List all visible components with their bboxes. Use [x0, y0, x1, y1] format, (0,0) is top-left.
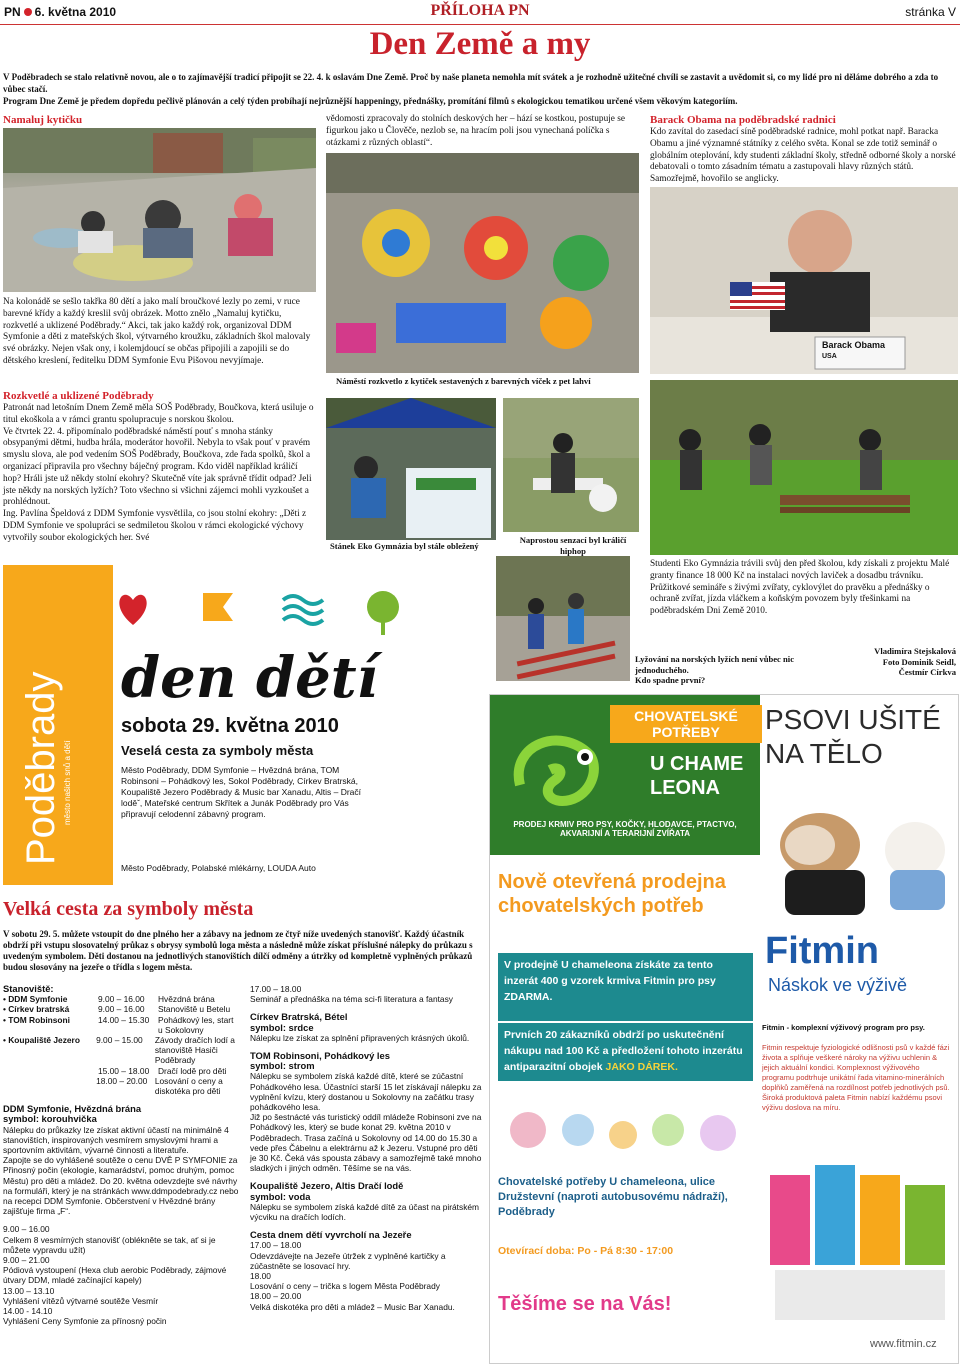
- fitmin-head: Fitmin - komplexní výživový program pro psy.: [762, 1023, 925, 1032]
- col2-intro: 17.00 – 18.00 Seminář a přednáška na téma sci-fi literatura a fantasy: [250, 984, 453, 1005]
- page-title: Den Země a my: [369, 26, 591, 62]
- schedule-row: 18.00 – 20.00 Losování o ceny a diskotéka pro děti: [96, 1075, 223, 1097]
- heading-rozkvetle: Rozkvetlé a uklizené Poděbrady: [3, 390, 154, 402]
- schedule-row: • TOM Robinsoni 14.00 – 15.30 Pohádkový les, start u Sokolovny: [3, 1014, 234, 1035]
- fitmin-text: Fitmin respektuje fyziologické odlišnosti psů v každé fázi života a splňuje veškeré nároky na výživu uchlenin & jejich aktuální kondici. Komplexnost výživového programu podtrhuje unikátní řada vitamino-minerálních doplňků zaměřená na rozdílnost potřeb jednotlivých psů. Široká produktová paleta Fitmin nabízí každému psovi výživu doslova na míru.: [762, 1043, 950, 1112]
- cb-text: Nálepku lze získat za splnění připravených krásných úkolů.: [250, 1032, 470, 1043]
- photo-benches: [650, 380, 958, 555]
- schedule-col2: [250, 984, 482, 1312]
- page-number: stránka V: [905, 5, 956, 19]
- cesta-text: 17.00 – 18.00 Odevzdávejte na Jezeře útržek z vyplněné kartičky a zúčastněte se losovací hry. 18.00 Losování o ceny – trička s logem Města Poděbrady 18.00 – 20.00 Velká diskotéka pro děti a mládež – Music Bar Xanadu.: [250, 1240, 455, 1312]
- schedule-row: • DDM Symfonie 9.00 – 16.00 Hvězdná brána: [3, 994, 215, 1005]
- tom-text: Nálepku se symbolem získá každé dítě, které se zúčastní Pohádkového lesa. Účastníci starší 15 let získávají nálepku za vyplnění kvízu, který dostanou u Sokolovny na začátku trasy pohádkového lesa. Již po šestnácté vás turistický oddíl mládeže Robinsoni zve na Pohádkový les, který se bude konat 29. května 2010 v Poděbradech. Trasa začíná u Sokolovny od 14.00 do 15.30 a vede přes Čábelnu a elektrárnu až k Jezeru. Vstupné pro děti je 30 Kč. Čeká vás spousta zábavy a samozřejmě také mnoho sladkých i jiných odměn. Těšíme se na vás.: [250, 1071, 482, 1174]
- schedule-row: • Koupaliště Jezero 9.00 – 15.00 Závody dračích lodí a stanoviště Hasiči Poděbrady: [3, 1035, 235, 1066]
- credits: [820, 646, 956, 678]
- heading-obama: Barack Obama na poděbradské radnici: [650, 114, 836, 126]
- schedule-list: [3, 984, 243, 1327]
- ddm-text: Nálepku do průkazky lze získat aktivní účastí na minimálně 4 stanovištích, inspirovaných vesmírem smyslovými hrami a sportovním aktivitám, vývarné činnosti a literatuře. Zapojte se do vyhlášené soutěže o cenu DVĚ P SYMFONIE za Přinosný počin (ekologie, kamarádství, pomoc druhým, pomoc Městu) pro děti a mládež. Do 20. května odevzdejte své návrhy na formuláři, který je na stránkách www.ddmpodebrady.cz nebo na recepci DDM Symfonie. Občerstvení v Hvězdné brány zajišťuje firma „F“.: [3, 1124, 239, 1217]
- ad-brand-line2: LEONA: [650, 777, 720, 799]
- ad-psovi: PSOVI UŠITÉ NA TĚLO: [765, 704, 941, 769]
- poster-symbols: [113, 585, 473, 645]
- dog-icon: [760, 775, 955, 925]
- flag-icon: [203, 593, 233, 621]
- lead-paragraph: V Poděbradech se stalo relativně novou, ale o to zajímavější tradicí připojit se 22. 4. k oslavám Dne Země. Proč by naše planeta nemohla mít svátek a je rozhodně užitečné chvíli se zastavit a uvědomit si, co my lidé pro ni děláme dobrého a zda to vůbec stačí. Program Dne Země je předem dopředu pečlivě plánován a celý týden probíhají nejrůznější happeningy, přednášky, promítání filmů s ekologickou tematikou určené všem věkovým kategoriím.: [3, 72, 939, 106]
- altis-text: Nálepku se symbolem získá každé dítě za účast na pirátském výcviku na dračích lodích.: [250, 1201, 480, 1223]
- poster-brand: Poděbrady: [19, 671, 63, 865]
- ad-address: Chovatelské potřeby U chameleona, ulice Družstevní (naproti autobusovému nádraží), Poděbrady: [498, 1176, 728, 1218]
- photo-obama-seminar: [650, 187, 958, 374]
- ad-welcome: Těšíme se na Vás!: [498, 1293, 672, 1315]
- tree-icon: [367, 591, 399, 623]
- chameleon-icon: [500, 715, 610, 825]
- nameplate-name: Barack Obama: [822, 340, 886, 350]
- ad-store-tag: PRODEJ KRMIV PRO PSY, KOČKY, HLODAVCE, PTACTVO, AKVARIJNÍ A TERARIJNÍ ZVÍŘATA: [513, 820, 737, 838]
- heart-icon: [119, 595, 146, 625]
- heading-velka-cesta: Velká cesta za symboly města: [3, 898, 254, 920]
- photo-rabbit-hop: [503, 398, 639, 532]
- altis-heading: Koupaliště Jezero, Altis Dračí lodě symbol: voda: [250, 1180, 404, 1202]
- poster-den-deti: [3, 565, 480, 885]
- poster-orgs: Město Poděbrady, DDM Symfonie – Hvězdná brána, TOM Robinsoni – Pohádkový les, Sokol Poděbrady, Církev Bratrská, Koupaliště Jezero Poděbrady & Music bar Xanadu, Altis – Dračí loděˇ, Mateřské centrum Skřítek a Junák Poděbrady pro Vás připravují celodenní zábavný program.: [121, 765, 362, 819]
- caption-square: Náměstí rozkvetlo z kytiček sestavených z barevných víček z pet lahví: [336, 376, 591, 386]
- ad-offer1: V prodejně U chameleona získáte za tento inzerát 400 g vzorek krmiva Fitmin pro psy ZDARMA.: [498, 953, 753, 1021]
- article-obama-text: Kdo zavítal do zasedací síně poděbradské radnice, mohl potkat např. Baracka Obamu a jiné významné státníky z celého světa. Konal se zde totiž seminář o globálním oteplování, kdy studenti základní školy, středně odborné školy a norské debatovali o tomto zásadním tématu a zastupovali hlavy různých států. Samozřejmě, hovořilo se anglicky.: [650, 127, 956, 185]
- page-header: [0, 0, 960, 25]
- fitmin-logo-area: [760, 925, 958, 1005]
- photo-eco-stand: [326, 398, 496, 540]
- tom-heading: TOM Robinsoni, Pohádkový les symbol: strom: [250, 1050, 390, 1072]
- photo-flower-caps: [326, 153, 639, 373]
- schedule-heading: Stanoviště:: [3, 983, 54, 994]
- caption-ski: Lyžování na norských lyžích není vůbec nic jednoduchého. Kdo spadne první?: [635, 654, 795, 685]
- advertisement-chameleon: [489, 694, 959, 1364]
- article-velka-cesta-text: V sobotu 29. 5. můžete vstoupit do dne plného her a zábavy na jednom ze čtyř níže uvedených stanovišť. Každý účastník obdrží při vstupu slosovatelný průkaz s obrysy symbolů loga města a následně může získat příslušné nálepky do průkazu s uvedeným symbolem. Děti dostanou na jednotlivých stanovištích dílčí odměny a útržky od kompletně vyplněných průkazů budou slosovány na jezeře o třídla s logem města.: [3, 929, 473, 972]
- poster-headline: den dětí: [121, 645, 378, 711]
- photo-chalk-drawing: [3, 128, 316, 292]
- caption-hop: Naprostou senzací byl králičí hiphop: [519, 535, 627, 556]
- poster-brand-sub: město našich snů a dětí: [63, 740, 72, 825]
- poster-subtitle: Veselá cesta za symboly města: [121, 743, 314, 758]
- ddm-program: 9.00 – 16.00 Celkem 8 vesmírných stanovišť (oblékněte se tak, ať si je můžete vypravdu užít) 9.00 – 21.00 Pódiová vystoupení (Hexa club aerobic Poděbrady, zájmové útvary DDM, mladé začínající kapely) 13.00 – 13.10 Vyhlášení vítězů výtvarné soutěže Vesmír 14.00 - 14.10 Vyhlášení Ceny Symfonie za přínosný počin: [3, 1224, 227, 1327]
- fitmin-claim: Náskok ve výživě: [768, 975, 908, 995]
- ad-offer2: Prvních 20 zákazníků obdrží po uskutečnění nákupu nad 100 Kč a předložení tohoto inzerátu antiparazitní obojek JAKO DÁREK.: [498, 1023, 753, 1081]
- poster-date: sobota 29. května 2010: [121, 715, 339, 737]
- ddm-heading: DDM Symfonie, Hvězdná brána symbol: korouhvička: [3, 1103, 142, 1125]
- supplement-label: PŘÍLOHA PN: [430, 2, 530, 19]
- animals-illustration: [498, 1095, 753, 1155]
- article-rozkvetle-continued: vědomosti zpracovaly do stolních deskových her – hází se kostkou, postupuje se figurkou jako u Člověče, nezlob se, na hracím poli jsou vynechaná políčka s otázkami z různých oblastí“.: [326, 114, 625, 148]
- nameplate-country: USA: [822, 353, 837, 360]
- ad-opened: Nově otevřená prodejna chovatelských potřeb: [498, 871, 726, 917]
- cb-heading: Církev Bratrská, Bétel symbol: srdce: [250, 1011, 348, 1033]
- credit-photo-2: Čestmír Církva: [898, 667, 956, 677]
- credit-photo-1: Foto Dominik Seidl,: [882, 656, 956, 667]
- credit-author: Vladimíra Stejskalová: [874, 646, 956, 656]
- article-namaluj-text: Na kolonádě se sešlo takřka 80 dětí a jako malí broučkové lezly po zemi, v ruce barevné křídy a každý kreslil svůj obrázek. Motto znělo „Namaluj kytičku, rozkvetlé a uklizené Poděbrady.“ Akci, tak jako každý rok, organizoval DDM Symfonie a děti z mateřských škol, výtvarného kroužku, základních škol malovaly své obrázky. Nejen však ony, i kolemjdoucí se občas připojili a zapojili se do dětského kreslení, ředitelku DDM Symfonie Evu Pišovou nevyjímaje.: [3, 297, 311, 366]
- caption-stand: Stánek Eko Gymnázia byl stále obležený: [330, 541, 479, 551]
- section-label: PN 6. května 2010: [4, 5, 117, 19]
- poster-sponsors: Město Poděbrady, Polabské mlékárny, LOUDA Auto: [121, 863, 316, 873]
- article-students-text: Studenti Eko Gymnázia trávili svůj den před školou, kdy získali z projektu Malé granty finance 18 000 Kč na instalaci nových laviček a dosadbu trávníku. Průžitkové semináře s živými zvířaty, cyklovýlet do pravěku a přednášky o ochraně zvířat, jízda vláčkem a koňským povozem byly třešinkami na poděbradském Dni Země 2010.: [650, 559, 950, 617]
- ad-ribbon: CHOVATELSKÉ POTŘEBY: [610, 705, 762, 743]
- schedule-row: 15.00 – 18.00 Dračí lodě pro děti: [98, 1065, 227, 1076]
- ad-hours: Otevírací doba: Po - Pá 8:30 - 17:00: [498, 1245, 674, 1257]
- ad-web: www.fitmin.cz: [870, 1338, 937, 1350]
- water-icon: [283, 596, 323, 624]
- ad-brand-line1: U CHAME: [650, 753, 744, 775]
- cesta-heading: Cesta dnem dětí vyvrcholí na Jezeře: [250, 1229, 412, 1241]
- product-bags-illustration: [765, 1155, 955, 1335]
- heading-namaluj: Namaluj kytičku: [3, 114, 83, 126]
- photo-norwegian-ski: [496, 556, 630, 681]
- schedule-row: • Církev bratrská 9.00 – 16.00 Stanoviště u Betelu: [3, 1004, 231, 1015]
- fitmin-logo: Fitmin: [765, 930, 879, 972]
- article-rozkvetle-text: Patronát nad letošním Dnem Země měla SOŠ Poděbrady, Boučkova, která usiluje o titul ekoškola a v rámci grantu spolupracuje s norskou školou. Ve čtvrtek 22. 4. připomínalo poděbradské náměstí pouť s mnoha stánky obsypanými dětmi, hudba hrála, moderátor hovořil. Nebyla to však pouť v pravém smyslu slova, ale pod vedením SOŠ Poděbrady, Boučkova, zde řada spolků, škol a organizací připravila pro všechny báječný program. Kdo viděl například králičí hop? Hráli jste už někdy stolní ekohry? Skutečně víte jak správně třídit odpad? Jeli jste někdy na norských lyžích? Toto všechno si všichni zájemci mohli vyzkoušet a prohlédnout. Ing. Pavlína Špeldová z DDM Symfonie vysvětlila, co jsou stolní ekohry: „Děti z DDM Symfonie ve spolupráci se sedmiletou školou v rámci ekologické výchovy vytvořily soubor ekologických her. Své: [3, 403, 314, 543]
